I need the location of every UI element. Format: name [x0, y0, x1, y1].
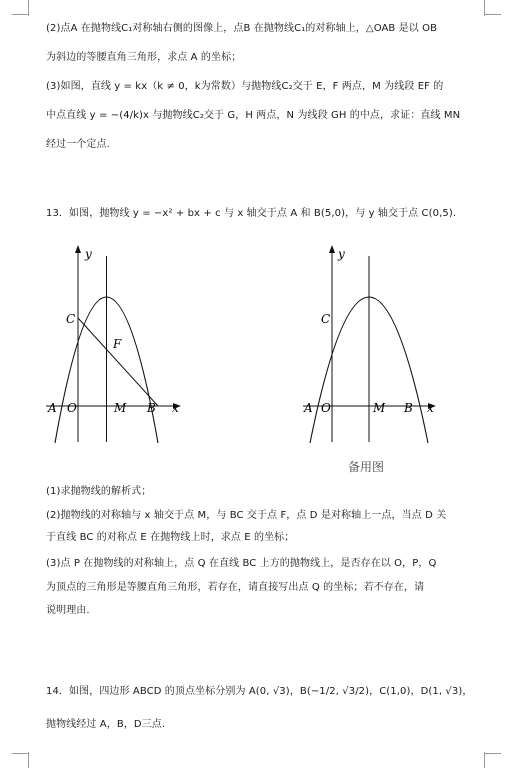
problem12-part3-cont: 中点直线 y = −(4/k)x 与抛物线C₂交于 G，H 两点，N 为线段 GH 的中点，求证：直线 MN	[46, 110, 461, 121]
label-x: x	[427, 401, 434, 415]
crop-mark-top-right	[485, 14, 501, 15]
crop-mark-bottom-left	[12, 753, 28, 754]
label-y: y	[85, 247, 92, 261]
problem13-q3-end: 说明理由.	[46, 605, 90, 616]
y-axis-arrow	[75, 245, 81, 253]
main-figure	[40, 236, 190, 446]
label-b: B	[404, 401, 413, 415]
problem13-q3-cont: 为顶点的三角形是等腰直角三角形，若存在，请直接写出点 Q 的坐标；若不存在，请	[46, 582, 425, 593]
segment-cb	[78, 318, 158, 406]
crop-mark-top-left	[28, 0, 29, 16]
problem12-part2: (2)点A 在抛物线C₁对称轴右侧的图像上，点B 在抛物线C₁的对称轴上，△OAB 是以 OB	[46, 23, 438, 34]
spare-figure	[299, 236, 449, 446]
crop-mark-bottom-left	[28, 752, 29, 768]
y-axis-arrow	[329, 245, 335, 253]
label-a: A	[304, 401, 313, 415]
label-f: F	[113, 337, 122, 351]
label-x: x	[172, 401, 179, 415]
problem14-stem: 14．如图，四边形 ABCD 的顶点坐标分别为 A(0, √3)，B(−1/2, √3/2)，C(1,0)，D(1, √3)，	[46, 686, 473, 697]
label-a: A	[48, 401, 57, 415]
label-c: C	[66, 312, 76, 326]
problem12-part2-cont: 为斜边的等腰直角三角形，求点 A 的坐标；	[46, 52, 242, 63]
crop-mark-bottom-right	[485, 753, 501, 754]
problem13-stem: 13．如图，抛物线 y = −x² + bx + c 与 x 轴交于点 A 和 B(5,0)，与 y 轴交于点 C(0,5).	[46, 208, 457, 219]
label-o: O	[67, 401, 77, 415]
problem12-part3: (3)如图，直线 y = kx（k ≠ 0，k为常数）与抛物线C₂交于 E，F 两点，M 为线段 EF 的	[46, 81, 444, 92]
spare-figure-caption: 备用图	[348, 460, 385, 474]
problem13-q1: (1)求抛物线的解析式；	[46, 486, 152, 497]
problem12-part3-end: 经过一个定点.	[46, 139, 110, 150]
crop-mark-top-left	[12, 14, 28, 15]
problem13-q2: (2)抛物线的对称轴与 x 轴交于点 M，与 BC 交于点 F，点 D 是对称轴上一点，当点 D 关	[46, 510, 447, 521]
label-b: B	[147, 401, 156, 415]
problem13-q3: (3)点 P 在抛物线的对称轴上，点 Q 在直线 BC 上方的抛物线上，是否存在以 O，P，Q	[46, 558, 437, 569]
crop-mark-bottom-right	[484, 752, 485, 768]
label-c: C	[321, 312, 331, 326]
problem13-q2-cont: 于直线 BC 的对称点 E 在抛物线上时，求点 E 的坐标；	[46, 532, 295, 543]
label-y: y	[338, 247, 345, 261]
problem14-stem-cont: 抛物线经过 A，B，D三点.	[46, 719, 166, 730]
label-m: M	[114, 401, 127, 415]
label-m: M	[373, 401, 386, 415]
label-o: O	[321, 401, 331, 415]
